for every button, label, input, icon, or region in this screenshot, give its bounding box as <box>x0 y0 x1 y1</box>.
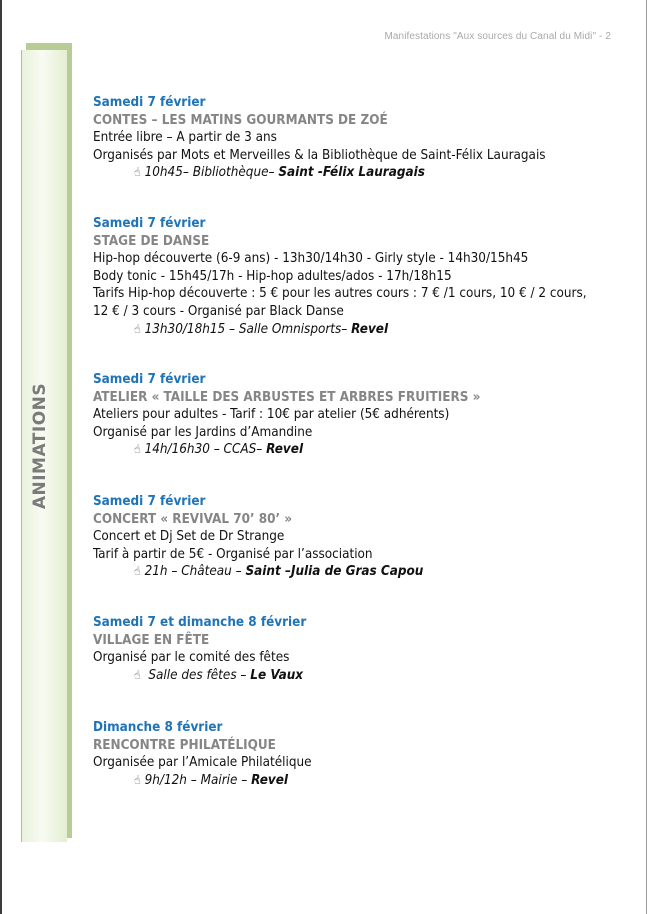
event-village-fete <box>93 614 613 684</box>
event-date: Samedi 7 et dimanche 8 février <box>93 615 307 630</box>
event-detail: Tarif à partir de 5€ - Organisé par l’association <box>93 546 373 562</box>
venue-text: 13h30/18h15 – Salle Omnisports– <box>144 321 352 337</box>
event-stage-danse <box>93 215 613 338</box>
venue-text: Salle des fêtes – <box>144 667 251 683</box>
page-header: Manifestations "Aux sources du Canal du Midi" - 2 <box>384 31 611 42</box>
event-detail: Entrée libre – A partir de 3 ans <box>93 130 277 146</box>
venue-town: Revel <box>351 321 389 337</box>
venue-text: 14h/16h30 – CCAS– <box>144 442 267 458</box>
event-detail: Ateliers pour adultes - Tarif : 10€ par atelier (5€ adhérents) <box>93 407 450 423</box>
event-contes <box>93 94 613 182</box>
venue-text: 9h/12h – Mairie – <box>144 772 252 788</box>
pointing-hand-icon: ☝ <box>132 321 142 336</box>
event-detail: Body tonic - 15h45/17h - Hip-hop adultes/ados - 17h/18h15 <box>93 268 452 284</box>
event-detail: Organisé par le comité des fêtes <box>93 650 290 666</box>
pointing-hand-icon: ☝ <box>132 441 142 457</box>
event-detail: Tarifs Hip-hop découverte : 5 € pour les autres cours : 7 € /1 cours, 10 € / 2 cours, <box>93 286 587 302</box>
event-title: STAGE DE DANSE <box>93 233 210 249</box>
venue-town: Saint –Julia de Gras Capou <box>245 564 424 580</box>
event-detail: 12 € / 3 cours - Organisé par Black Danse <box>93 303 344 319</box>
sidebar-label: ANIMATIONS <box>30 382 50 510</box>
venue-text: 10h45– Bibliothèque– <box>144 165 279 181</box>
event-date: Samedi 7 février <box>93 216 206 231</box>
event-date: Dimanche 8 février <box>93 720 223 735</box>
event-detail: Organisée par l’Amicale Philatélique <box>93 755 312 771</box>
event-venue <box>93 667 613 685</box>
venue-text: 21h – Château – <box>144 564 246 580</box>
event-detail: Organisés par Mots et Merveilles & la Bibliothèque de Saint-Félix Lauragais <box>93 147 546 163</box>
event-venue <box>93 164 613 182</box>
pointing-hand-icon: ☝ <box>132 772 142 788</box>
event-date: Samedi 7 février <box>93 494 206 509</box>
event-venue <box>93 772 613 790</box>
pointing-hand-icon: ☝ <box>132 164 142 180</box>
event-concert <box>93 493 613 581</box>
event-philatelie <box>93 719 613 789</box>
event-venue <box>93 441 613 459</box>
event-detail: Hip-hop découverte (6-9 ans) - 13h30/14h30 - Girly style - 14h30/15h45 <box>93 251 529 267</box>
event-title: CONTES – LES MATINS GOURMANTS DE ZOÉ <box>93 112 388 128</box>
venue-town: Revel <box>266 442 304 458</box>
event-title: CONCERT « REVIVAL 70’ 80’ » <box>93 511 293 527</box>
event-detail: Concert et Dj Set de Dr Strange <box>93 529 285 545</box>
event-venue <box>93 563 613 581</box>
pointing-hand-icon: ☝ <box>132 667 142 683</box>
venue-town: Revel <box>251 772 289 788</box>
venue-town: Saint -Félix Lauragais <box>278 165 425 181</box>
event-title: RENCONTRE PHILATÉLIQUE <box>93 737 276 753</box>
event-title: ATELIER « TAILLE DES ARBUSTES ET ARBRES FRUITIERS » <box>93 389 481 405</box>
venue-town: Le Vaux <box>250 667 304 683</box>
pointing-hand-icon: ☝ <box>132 563 142 579</box>
event-venue <box>93 321 613 339</box>
event-detail: Organisé par les Jardins d’Amandine <box>93 424 313 440</box>
event-atelier <box>93 371 613 459</box>
event-title: VILLAGE EN FÊTE <box>93 632 210 648</box>
event-date: Samedi 7 février <box>93 95 206 110</box>
page-border-left <box>0 0 2 914</box>
event-date: Samedi 7 février <box>93 372 206 387</box>
